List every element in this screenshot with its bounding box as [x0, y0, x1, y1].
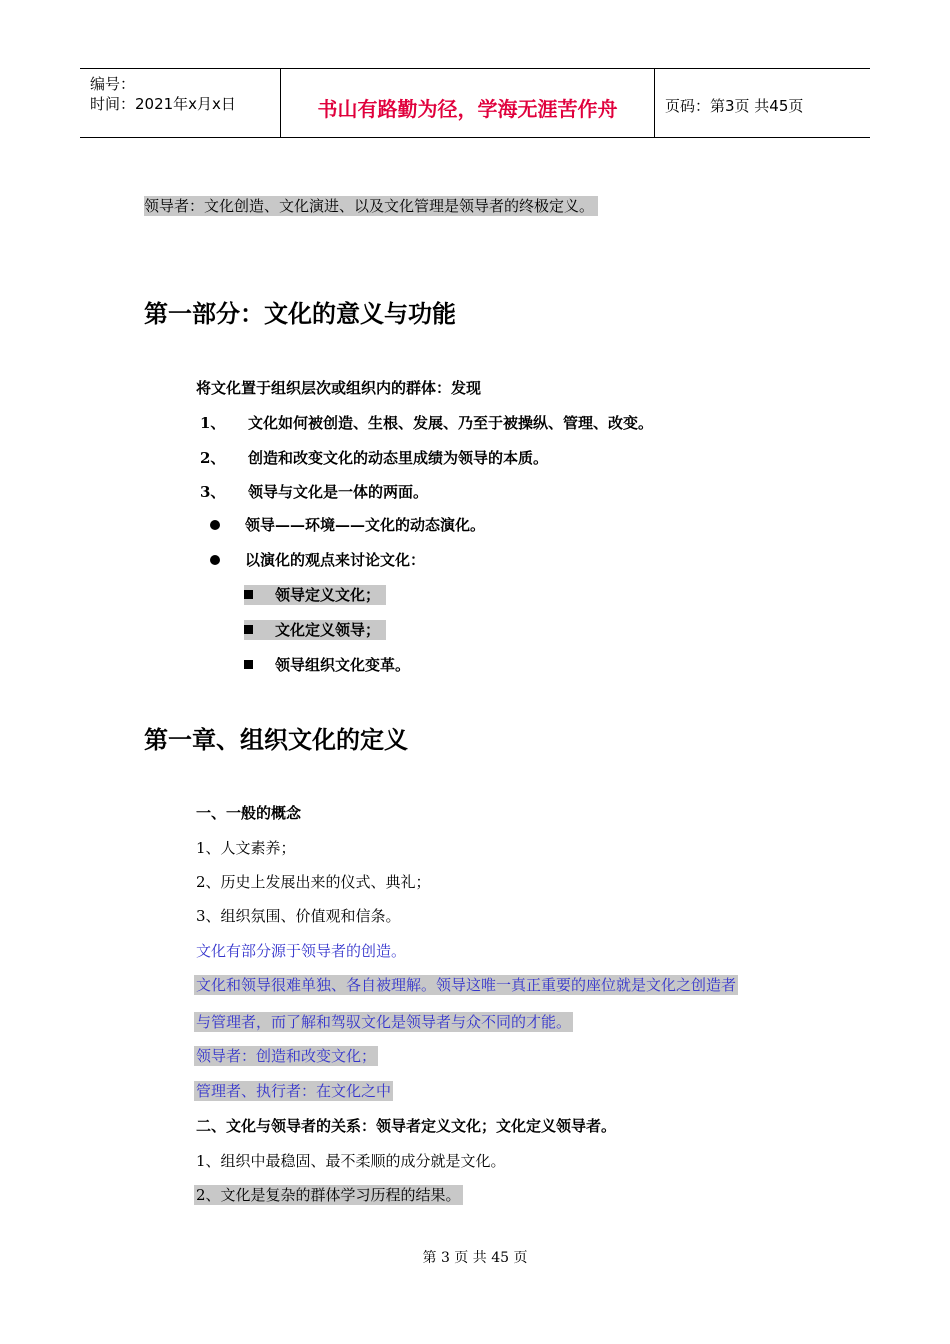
- square-item: [244, 620, 386, 640]
- intro-line: 领导者：文化创造、文化演进、以及文化管理是领导者的终极定义。: [144, 196, 598, 216]
- square-item: [244, 655, 416, 675]
- bullet-item: 以演化的观点来讨论文化：: [245, 551, 426, 569]
- list-item: 2、文化是复杂的群体学习历程的结果。: [196, 1186, 461, 1204]
- list-item: 1、人文素养；: [196, 839, 296, 857]
- header-left-cell: [80, 69, 280, 137]
- item-text: 文化如何被创造、生根、发展、乃至于被操纵、管理、改变。: [248, 414, 654, 432]
- bullet-dot-icon: [210, 555, 220, 565]
- numbered-item: [200, 413, 653, 433]
- bullet-dot-icon: [210, 520, 220, 530]
- square-item-text: 领导定义文化；: [275, 586, 381, 604]
- item-number: 2、: [200, 449, 226, 467]
- square-bullet-icon: [244, 660, 253, 669]
- header-right-cell: [655, 69, 870, 137]
- item-text: 领导与文化是一体的两面。: [248, 483, 429, 501]
- page-header: [80, 68, 870, 138]
- page-footer: 第 3 页 共 45 页: [422, 1250, 528, 1266]
- header-center-cell: [280, 69, 655, 137]
- section-title: 一、一般的概念: [196, 804, 302, 822]
- blue-text-line: 文化和领导很难单独、各自被理解。领导这唯一真正重要的座位就是文化之创造者: [196, 976, 737, 994]
- list-item: 1、组织中最稳固、最不柔顺的成分就是文化。: [196, 1152, 506, 1170]
- square-item-text: 领导组织文化变革。: [275, 656, 411, 674]
- list-item: 2、历史上发展出来的仪式、典礼；: [196, 873, 431, 891]
- blue-text-line: 管理者、执行者：在文化之中: [196, 1082, 392, 1100]
- header-motto: 书山有路勤为径，学海无涯苦作舟: [317, 97, 618, 121]
- square-bullet-icon: [244, 590, 253, 599]
- doc-date: 时间：2021年x月x日: [90, 95, 236, 113]
- list-item: 3、组织氛围、价值观和信条。: [196, 907, 401, 925]
- chapter-title: 第一章、组织文化的定义: [144, 726, 408, 754]
- item-number: 3、: [200, 483, 226, 501]
- header-page-info: 页码：第3页 共45页: [665, 97, 804, 115]
- blue-text-line: 文化有部分源于领导者的创造。: [196, 942, 407, 960]
- item-text: 创造和改变文化的动态里成绩为领导的本质。: [248, 449, 549, 467]
- square-item-text: 文化定义领导；: [275, 621, 381, 639]
- square-item: [244, 585, 386, 605]
- blue-text-line: 领导者：创造和改变文化；: [196, 1047, 377, 1065]
- square-bullet-icon: [244, 625, 253, 634]
- numbered-item: [200, 482, 428, 502]
- doc-number-label: 编号：: [90, 75, 136, 93]
- bullet-item: 领导——环境——文化的动态演化。: [245, 516, 486, 534]
- numbered-item: [200, 448, 548, 468]
- section-title: 二、文化与领导者的关系：领导者定义文化；文化定义领导者。: [196, 1117, 617, 1135]
- blue-text-line: 与管理者，而了解和驾驭文化是领导者与众不同的才能。: [196, 1013, 572, 1031]
- lead-line: 将文化置于组织层次或组织内的群体：发现: [196, 379, 482, 397]
- item-number: 1、: [200, 414, 226, 432]
- part-title: 第一部分：文化的意义与功能: [144, 300, 456, 328]
